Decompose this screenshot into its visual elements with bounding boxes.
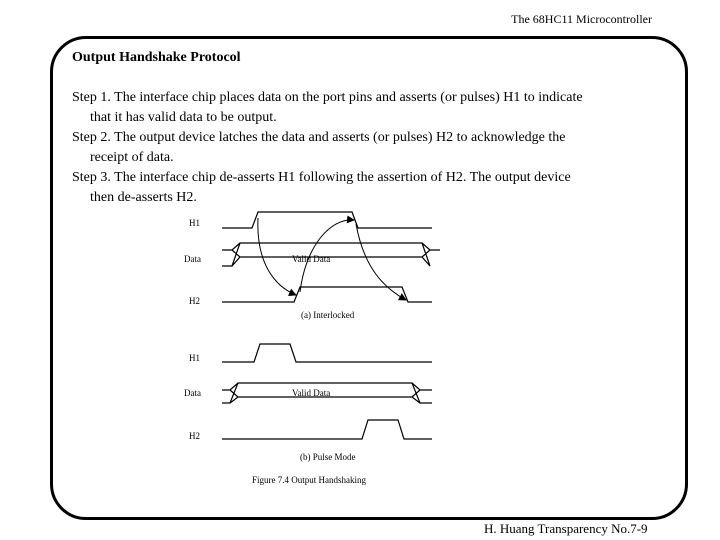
footer-transparency: H. Huang Transparency No.7-9 bbox=[484, 521, 648, 536]
handshake-timing-diagram bbox=[176, 200, 456, 490]
steps-list bbox=[72, 88, 672, 208]
slide-title: Output Handshake Protocol bbox=[72, 50, 241, 65]
step-3-line2: then de-asserts H2. bbox=[90, 190, 197, 205]
step-1-line1: Step 1. The interface chip places data on the port pins and asserts (or pulses) H1 to indicate bbox=[72, 90, 583, 105]
data-bus-waveform bbox=[222, 243, 440, 266]
course-header: The 68HC11 Microcontroller bbox=[511, 12, 652, 26]
handshake-arrow bbox=[356, 224, 406, 300]
pulse-mode-caption: (b) Pulse Mode bbox=[300, 452, 356, 462]
valid-data-label: Valid Data bbox=[292, 388, 331, 398]
step-1 bbox=[72, 88, 672, 128]
pulse-mode-diagram bbox=[184, 344, 432, 462]
step-2 bbox=[72, 128, 672, 168]
h1-label: H1 bbox=[189, 353, 200, 363]
h2-label: H2 bbox=[189, 431, 200, 441]
step-1-line2: that it has valid data to be output. bbox=[90, 110, 277, 125]
h1-label: H1 bbox=[189, 218, 200, 228]
step-2-line2: receipt of data. bbox=[90, 150, 174, 165]
interlocked-caption: (a) Interlocked bbox=[301, 310, 355, 320]
data-label: Data bbox=[184, 388, 201, 398]
figure-caption: Figure 7.4 Output Handshaking bbox=[252, 475, 366, 485]
h2-label: H2 bbox=[189, 296, 200, 306]
h2-waveform bbox=[222, 420, 432, 439]
data-label: Data bbox=[184, 254, 201, 264]
h1-waveform bbox=[222, 344, 432, 362]
h2-waveform bbox=[222, 287, 432, 302]
interlocked-diagram bbox=[184, 212, 440, 320]
step-3-line1: Step 3. The interface chip de-asserts H1 following the assertion of H2. The output device bbox=[72, 170, 571, 185]
valid-data-label: Valid Data bbox=[292, 254, 331, 264]
step-2-line1: Step 2. The output device latches the data and asserts (or pulses) H2 to acknowledge the bbox=[72, 130, 566, 145]
h1-waveform bbox=[222, 212, 432, 228]
